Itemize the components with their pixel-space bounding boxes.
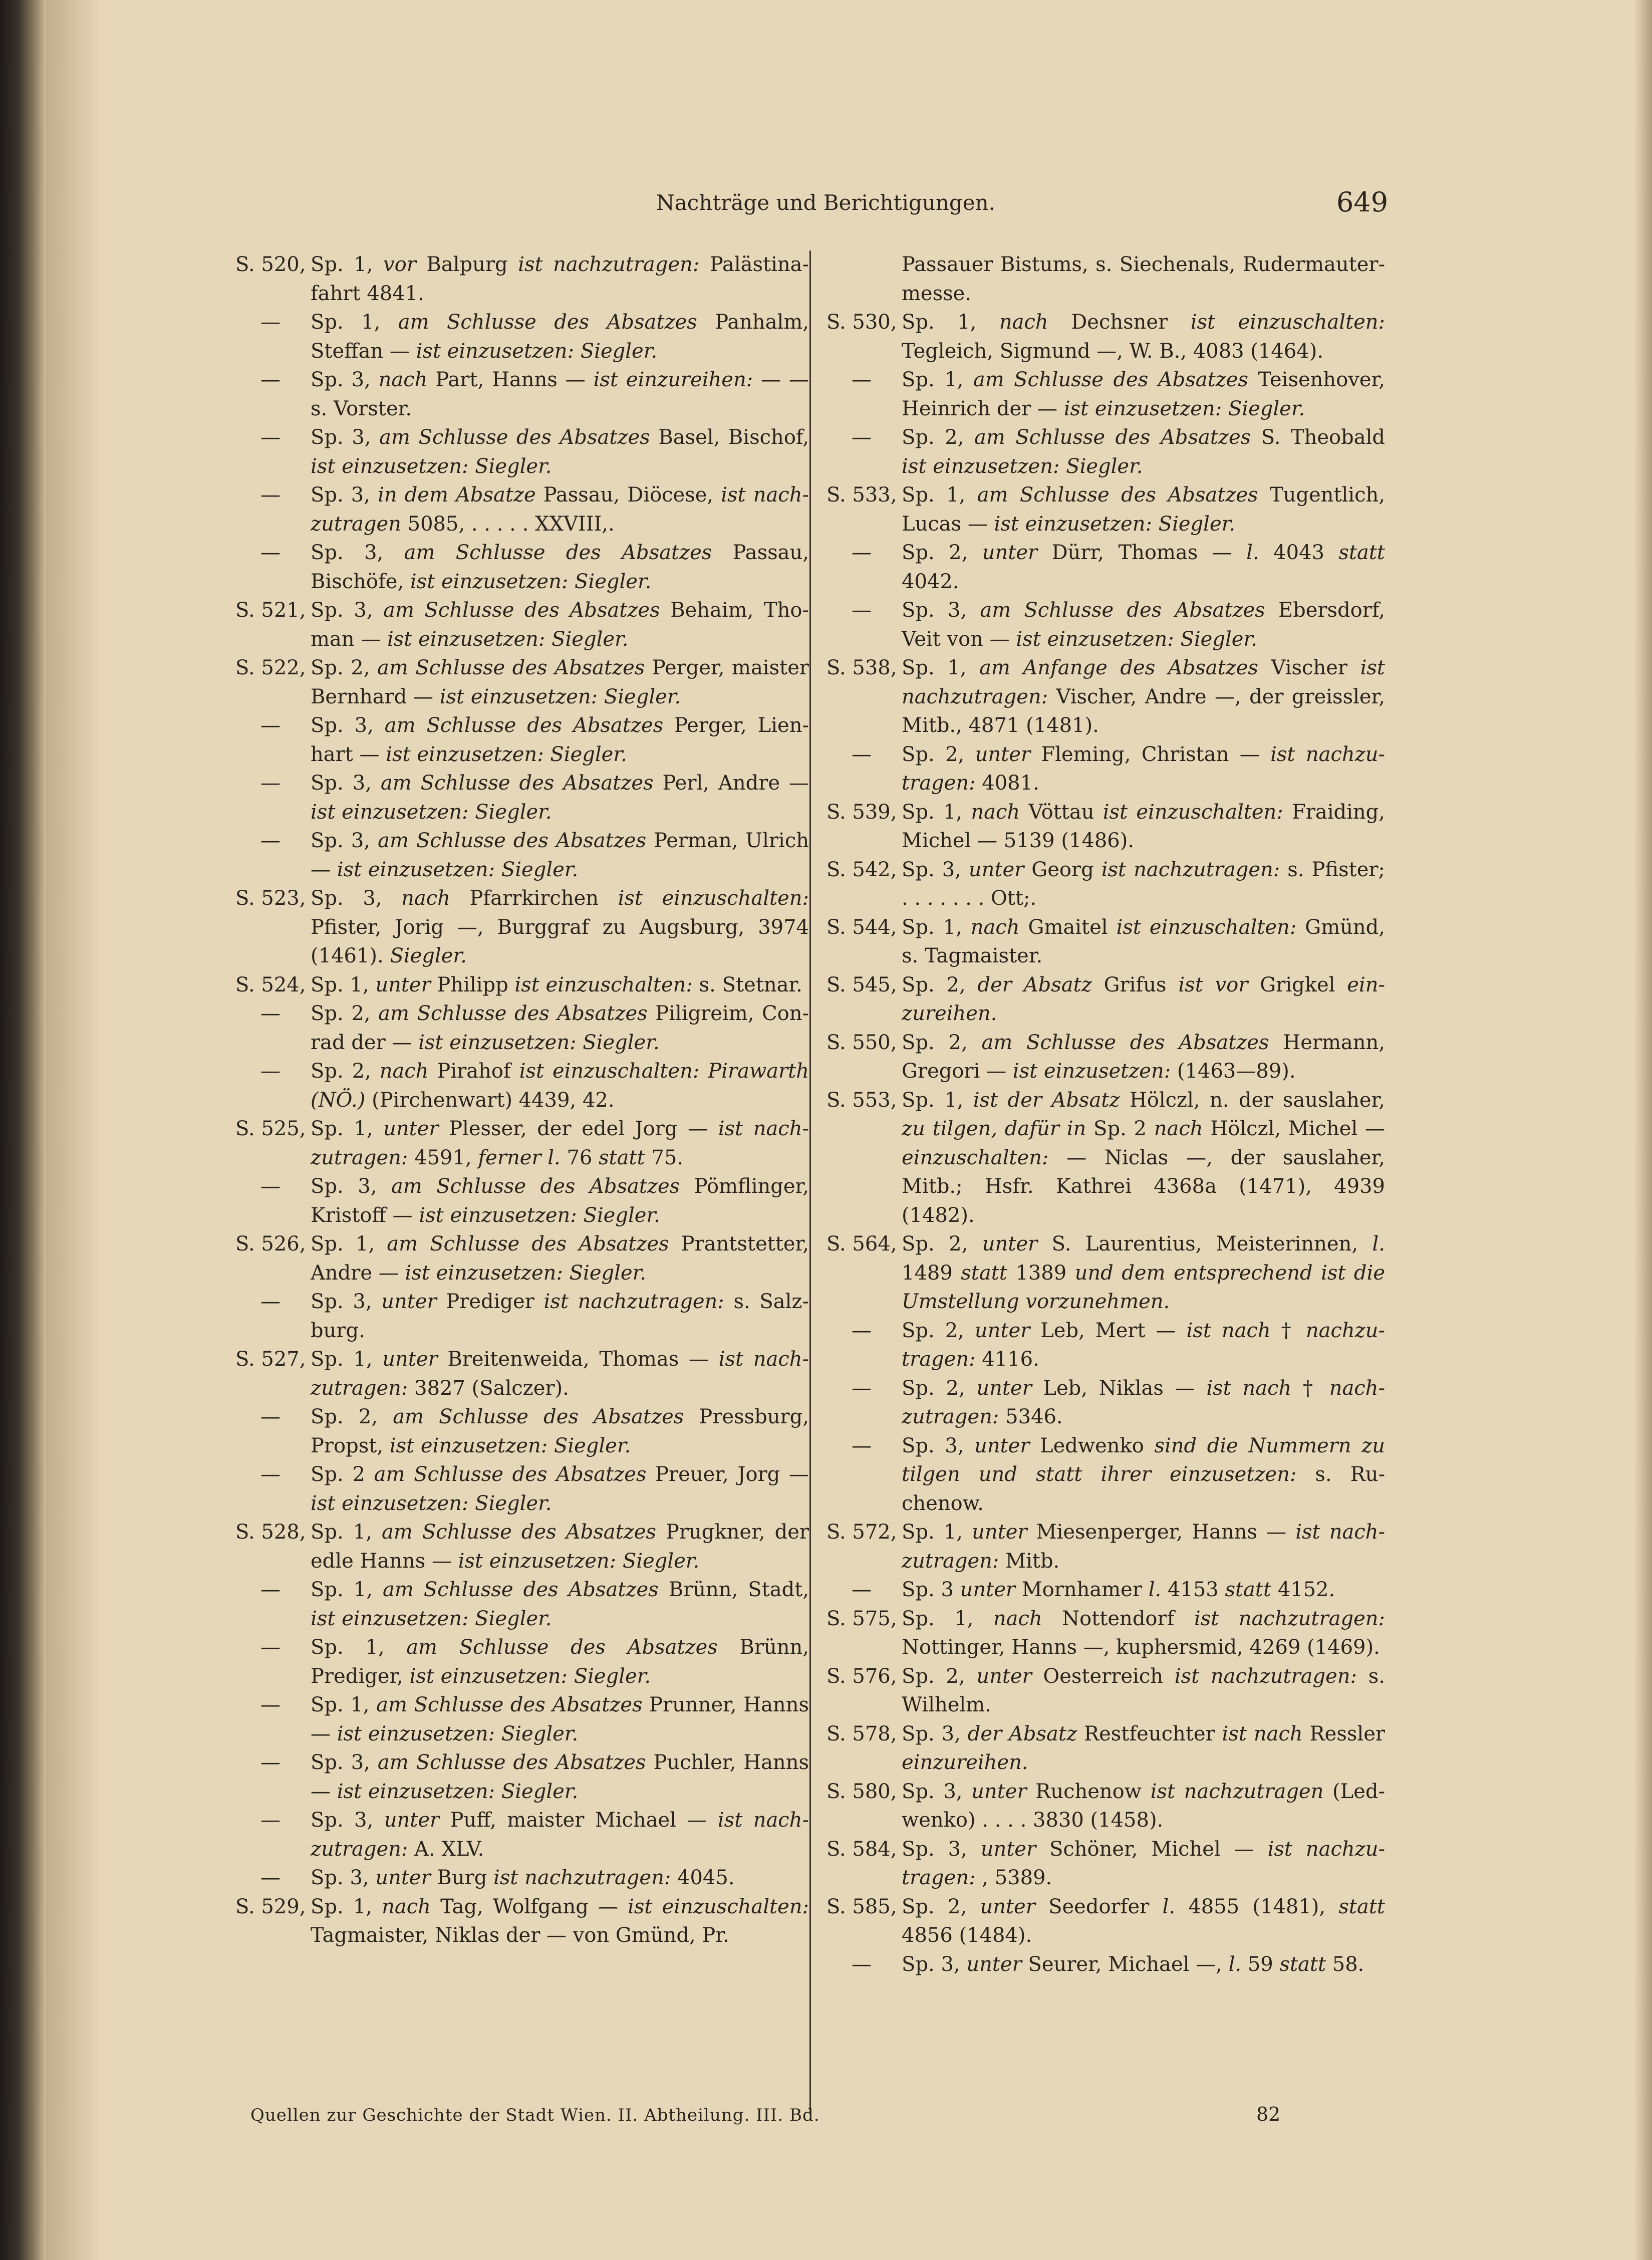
erratum-entry: [235, 423, 809, 481]
entry-page-ref: —: [260, 1636, 281, 1659]
erratum-entry: [235, 971, 809, 1000]
entry-page-ref: —: [852, 599, 872, 622]
entry-text: Sp. 2, am Schlusse des Absatzes Perger, maister Bernhard — ist einzusetzen: Siegler.: [311, 656, 809, 708]
erratum-entry: [235, 366, 809, 423]
entry-text: Sp. 2, am Schlusse des Absatzes S. Theobald ist einzusetzen: Siegler.: [902, 426, 1385, 478]
entry-page-ref: —: [260, 1751, 281, 1774]
entry-text: Sp. 1, am Schlusse des Absatzes Brünn, Prediger, ist einzusetzen: Siegler.: [311, 1636, 809, 1688]
entry-text: Sp. 1, am Anfange des Absatzes Vischer ist nachzutragen: Vischer, Andre —, der greissler, Mitb., 4871 (1481).: [902, 656, 1386, 737]
erratum-entry: [827, 308, 1385, 366]
erratum-entry: [235, 1230, 809, 1288]
erratum-entry: [235, 884, 809, 971]
erratum-entry: [235, 1518, 809, 1576]
entry-page-ref: —: [260, 1809, 281, 1832]
entry-page-ref: —: [852, 1578, 872, 1601]
entry-page-ref: S. 553,: [827, 1088, 897, 1112]
entry-page-ref: —: [852, 1434, 872, 1457]
entry-text: Sp. 2, am Schlusse des Absatzes Pressburg, Propst, ist einzusetzen: Siegler.: [311, 1405, 809, 1457]
entry-page-ref: —: [260, 1290, 281, 1313]
entry-text: Sp. 3, unter Seurer, Michael —, l. 59 statt 58.: [902, 1952, 1364, 1976]
erratum-entry: [827, 798, 1385, 856]
entry-text: Sp. 2, unter Leb, Mert — ist nach † nachzutragen: 4116.: [902, 1319, 1385, 1371]
erratum-entry: [235, 1748, 809, 1806]
erratum-entry: [235, 250, 809, 308]
erratum-entry: [827, 1778, 1385, 1835]
entry-text: Sp. 2, unter Seedorfer l. 4855 (1481), statt 4856 (1484).: [902, 1895, 1385, 1947]
entry-page-ref: S. 539,: [827, 800, 897, 824]
entry-text: Passauer Bistums, s. Siechenals, Rudermautermesse.: [902, 253, 1385, 305]
erratum-entry: [827, 1086, 1385, 1230]
entry-page-ref: S. 572,: [827, 1521, 897, 1544]
entry-page-ref: S. 578,: [827, 1722, 897, 1745]
entry-page-ref: [827, 250, 902, 308]
entry-page-ref: S. 584,: [827, 1837, 897, 1861]
entry-text: Sp. 3, am Schlusse des Absatzes Pömflinger, Kristoff — ist einzusetzen: Siegler.: [311, 1175, 809, 1227]
entry-text: Sp. 1, unter Miesenperger, Hanns — ist nachzutragen: Mitb.: [902, 1521, 1385, 1573]
erratum-entry: [235, 1345, 809, 1403]
entry-text: Sp. 3, unter Prediger ist nachzutragen: s. Salzburg.: [311, 1290, 809, 1342]
entry-page-ref: —: [260, 772, 281, 795]
erratum-entry: [235, 1633, 809, 1691]
entry-text: Sp. 3, nach Pfarrkirchen ist einzuschalten: Pfister, Jorig —, Burggraf zu Augsburg, 3974 (1461). Siegler.: [311, 887, 809, 967]
entry-text: Sp. 2, unter Leb, Niklas — ist nach † nachzutragen: 5346.: [902, 1376, 1385, 1428]
entry-page-ref: —: [852, 1952, 872, 1976]
erratum-entry: [827, 423, 1385, 481]
entry-text: Sp. 2, nach Pirahof ist einzuschalten: Pirawarth (NÖ.) (Pirchenwart) 4439, 42.: [311, 1060, 809, 1112]
entry-page-ref: —: [260, 368, 281, 391]
entry-page-ref: S. 564,: [827, 1232, 897, 1255]
entry-text: Sp. 3, am Schlusse des Absatzes Perman, Ulrich — ist einzusetzen: Siegler.: [311, 829, 809, 881]
entry-text: Sp. 3, am Schlusse des Absatzes Perl, Andre — ist einzusetzen: Siegler.: [311, 772, 809, 824]
entry-text: Sp. 1, am Schlusse des Absatzes Prantstetter, Andre — ist einzusetzen: Siegler.: [311, 1232, 809, 1285]
erratum-entry: [235, 596, 809, 654]
erratum-entry: [235, 1691, 809, 1748]
footer-source-line: Quellen zur Geschichte der Stadt Wien. II. Abtheilung. III. Bd.: [250, 2105, 820, 2125]
entry-page-ref: —: [260, 1060, 281, 1083]
entry-page-ref: —: [260, 483, 281, 507]
entry-page-ref: —: [852, 426, 872, 449]
erratum-entry: [235, 769, 809, 827]
entry-text: Sp. 1, am Schlusse des Absatzes Tugentlich, Lucas — ist einzusetzen: Siegler.: [902, 483, 1385, 536]
entry-text: Sp. 2, am Schlusse des Absatzes Hermann, Gregori — ist einzusetzen: (1463—89).: [902, 1031, 1385, 1083]
entry-text: Sp. 3, unter Ruchenow ist nachzutragen (Ledwenko) . . . . 3830 (1458).: [902, 1780, 1385, 1832]
erratum-entry: [827, 654, 1385, 740]
entry-page-ref: —: [260, 1175, 281, 1198]
erratum-entry: [235, 1288, 809, 1345]
entry-page-ref: S. 526,: [235, 1232, 306, 1255]
entry-text: Sp. 1, am Schlusse des Absatzes Prugkner, der edle Hanns — ist einzusetzen: Siegler.: [311, 1521, 809, 1573]
entry-text: Sp. 3, unter Ledwenko sind die Nummern zu tilgen und statt ihrer einzusetzen: s. Ruchenow.: [902, 1434, 1385, 1515]
erratum-entry: [235, 1403, 809, 1460]
erratum-entry: [827, 1518, 1385, 1576]
entry-text: Sp. 1, unter Breitenweida, Thomas — ist nachzutragen: 3827 (Salczer).: [311, 1348, 809, 1400]
erratum-entry: [827, 366, 1385, 423]
entry-page-ref: S. 542,: [827, 858, 897, 881]
entry-page-ref: S. 530,: [827, 311, 897, 334]
erratum-entry: [235, 539, 809, 596]
entry-text: Sp. 1, nach Vöttau ist einzuschalten: Fraiding, Michel — 5139 (1486).: [902, 800, 1385, 852]
page-number: 649: [1336, 186, 1389, 218]
entry-text: Sp. 2 am Schlusse des Absatzes Preuer, Jorg — ist einzusetzen: Siegler.: [311, 1463, 809, 1515]
erratum-entry: [235, 654, 809, 711]
erratum-entry: [827, 1432, 1385, 1519]
entry-page-ref: S. 522,: [235, 656, 306, 679]
erratum-entry: [827, 1605, 1385, 1662]
entry-text: Sp. 3, der Absatz Restfeuchter ist nach Ressler einzureihen.: [902, 1722, 1385, 1774]
erratum-entry: [827, 856, 1385, 913]
entry-text: Sp. 1, unter Plesser, der edel Jorg — ist nachzutragen: 4591, ferner l. 76 statt 75.: [311, 1117, 809, 1169]
erratum-entry: [827, 1720, 1385, 1778]
erratum-entry: [827, 1230, 1385, 1317]
entry-text: Sp. 3, unter Georg ist nachzutragen: s. Pfister; . . . . . . . Ott;.: [902, 858, 1385, 910]
erratum-entry: [235, 1115, 809, 1172]
entry-page-ref: —: [260, 426, 281, 449]
gutter-shadow: [46, 0, 101, 2260]
erratum-entry: [827, 913, 1385, 971]
erratum-entry: [235, 1172, 809, 1230]
entry-page-ref: S. 545,: [827, 973, 897, 996]
entry-page-ref: S. 521,: [235, 599, 306, 622]
erratum-entry: [827, 740, 1385, 798]
erratum-entry: [827, 539, 1385, 596]
erratum-entry: [827, 1576, 1385, 1605]
entry-text: Sp. 2, unter Oesterreich ist nachzutragen: s. Wilhelm.: [902, 1664, 1385, 1716]
entry-text: Sp. 3, am Schlusse des Absatzes Puchler, Hanns — ist einzusetzen: Siegler.: [311, 1751, 809, 1803]
entry-page-ref: —: [852, 1319, 872, 1342]
erratum-entry: [827, 1317, 1385, 1374]
entry-page-ref: —: [260, 1463, 281, 1486]
entry-text: Sp. 1, am Schlusse des Absatzes Prunner, Hanns — ist einzusetzen: Siegler.: [311, 1693, 809, 1745]
entry-text: Sp. 1, nach Dechsner ist einzuschalten: Tegleich, Sigmund —, W. B., 4083 (1464).: [902, 311, 1385, 363]
column-divider: [809, 250, 811, 2114]
entry-text: Sp. 2, der Absatz Grifus ist vor Grigkel einzureihen.: [902, 973, 1385, 1025]
erratum-entry: [827, 1950, 1385, 1979]
entry-page-ref: S. 520,: [235, 253, 306, 276]
signature-mark: 82: [1256, 2103, 1281, 2125]
entry-text: Sp. 3, unter Puff, maister Michael — ist nachzutragen: A. XLV.: [311, 1809, 809, 1861]
running-head: Nachträge und Berichtigungen.: [656, 190, 996, 215]
entry-text: Sp. 1, vor Balpurg ist nachzutragen: Palästinafahrt 4841.: [311, 253, 809, 305]
entry-page-ref: —: [260, 541, 281, 564]
erratum-entry: [827, 250, 1385, 308]
entry-page-ref: —: [852, 368, 872, 391]
entry-text: Sp. 3, am Schlusse des Absatzes Behaim, Thoman — ist einzusetzen: Siegler.: [311, 599, 809, 651]
entry-text: Sp. 3, am Schlusse des Absatzes Perger, Lienhart — ist einzusetzen: Siegler.: [311, 714, 809, 766]
entry-text: Sp. 2, unter Dürr, Thomas — l. 4043 statt 4042.: [902, 541, 1385, 593]
entry-page-ref: —: [260, 1578, 281, 1601]
entry-text: Sp. 2, unter Fleming, Christan — ist nachzutragen: 4081.: [902, 742, 1385, 795]
entry-page-ref: S. 529,: [235, 1895, 306, 1918]
entry-page-ref: —: [260, 1002, 281, 1025]
entry-page-ref: —: [852, 742, 872, 766]
entry-page-ref: S. 575,: [827, 1607, 897, 1630]
erratum-entry: [827, 1835, 1385, 1893]
entry-page-ref: S. 580,: [827, 1780, 897, 1803]
erratum-entry: [235, 1806, 809, 1864]
entry-page-ref: S. 538,: [827, 656, 897, 679]
erratum-entry: [235, 827, 809, 884]
entry-page-ref: S. 527,: [235, 1348, 306, 1371]
entry-page-ref: —: [260, 311, 281, 334]
entry-text: Sp. 1, am Schlusse des Absatzes Panhalm, Steffan — ist einzusetzen: Siegler.: [311, 311, 809, 363]
entry-text: Sp. 1, nach Nottendorf ist nachzutragen: Nottinger, Hanns —, kuphersmid, 4269 (1469).: [902, 1607, 1385, 1659]
entry-text: Sp. 3, nach Part, Hanns — ist einzureihen: — — s. Vorster.: [311, 368, 809, 420]
entry-text: Sp. 3, unter Schöner, Michel — ist nachzutragen: , 5389.: [902, 1837, 1385, 1889]
page-right-edge: [1634, 0, 1652, 2260]
entry-page-ref: S. 550,: [827, 1031, 897, 1054]
entry-text: Sp. 1, nach Tag, Wolfgang — ist einzuschalten: Tagmaister, Niklas der — von Gmünd, Pr.: [311, 1895, 809, 1947]
erratum-entry: [827, 1374, 1385, 1432]
entry-page-ref: —: [852, 1376, 872, 1400]
binding-edge: [0, 0, 46, 2260]
entry-page-ref: S. 525,: [235, 1117, 306, 1140]
erratum-entry: [235, 999, 809, 1057]
erratum-entry: [827, 596, 1385, 654]
entry-text: Sp. 3, am Schlusse des Absatzes Basel, Bischof, ist einzusetzen: Siegler.: [311, 426, 809, 478]
erratum-entry: [235, 308, 809, 366]
erratum-entry: [235, 1576, 809, 1633]
entry-page-ref: S. 585,: [827, 1895, 897, 1918]
entry-text: Sp. 3, am Schlusse des Absatzes Ebersdorf, Veit von — ist einzusetzen: Siegler.: [902, 599, 1385, 651]
entry-text: Sp. 2, am Schlusse des Absatzes Piligreim, Conrad der — ist einzusetzen: Siegler.: [311, 1002, 809, 1054]
erratum-entry: [235, 1864, 809, 1893]
entry-page-ref: —: [260, 829, 281, 852]
entry-text: Sp. 3, unter Burg ist nachzutragen: 4045.: [311, 1866, 735, 1889]
erratum-entry: [235, 711, 809, 769]
erratum-entry: [827, 971, 1385, 1029]
entry-page-ref: S. 528,: [235, 1521, 306, 1544]
entry-text: Sp. 2, unter S. Laurentius, Meisterinnen, l. 1489 statt 1389 und dem entsprechend ist die Umstellung vorzunehmen.: [902, 1232, 1386, 1313]
erratum-entry: [827, 1662, 1385, 1720]
entry-page-ref: S. 576,: [827, 1664, 897, 1688]
erratum-entry: [235, 1057, 809, 1115]
entry-text: Sp. 3 unter Mornhamer l. 4153 statt 4152.: [902, 1578, 1335, 1601]
entry-page-ref: —: [260, 714, 281, 737]
entry-page-ref: —: [260, 1405, 281, 1428]
erratum-entry: [827, 1893, 1385, 1950]
entry-text: Sp. 1, am Schlusse des Absatzes Brünn, Stadt, ist einzusetzen: Siegler.: [311, 1578, 809, 1630]
entry-page-ref: S. 523,: [235, 887, 306, 910]
erratum-entry: [827, 1029, 1385, 1086]
entry-text: Sp. 1, ist der Absatz Hölczl, n. der sauslaher, zu tilgen, dafür in Sp. 2 nach Hölczl, Michel — einzuschalten: — Niclas —, der sauslaher, Mitb.; Hsfr. Kathrei 4368a (1471), 4939 (1482).: [902, 1088, 1386, 1227]
entry-page-ref: —: [260, 1866, 281, 1889]
entry-page-ref: —: [260, 1693, 281, 1716]
right-column: [827, 250, 1385, 1979]
entry-text: Sp. 3, in dem Absatze Passau, Diöcese, ist nachzutragen 5085, . . . . . XXVIII,.: [311, 483, 809, 536]
entry-page-ref: —: [852, 541, 872, 564]
erratum-entry: [827, 481, 1385, 539]
entry-text: Sp. 3, am Schlusse des Absatzes Passau, Bischöfe, ist einzusetzen: Siegler.: [311, 541, 809, 593]
erratum-entry: [235, 1893, 809, 1950]
entry-page-ref: S. 524,: [235, 973, 306, 996]
entry-text: Sp. 1, unter Philipp ist einzuschalten: s. Stetnar.: [311, 973, 802, 996]
erratum-entry: [235, 1460, 809, 1518]
entry-text: Sp. 1, am Schlusse des Absatzes Teisenhover, Heinrich der — ist einzusetzen: Siegler.: [902, 368, 1385, 420]
erratum-entry: [235, 481, 809, 539]
left-column: [235, 250, 809, 1950]
entry-text: Sp. 1, nach Gmaitel ist einzuschalten: Gmünd, s. Tagmaister.: [902, 915, 1385, 967]
entry-page-ref: S. 533,: [827, 483, 897, 507]
entry-page-ref: S. 544,: [827, 915, 897, 939]
